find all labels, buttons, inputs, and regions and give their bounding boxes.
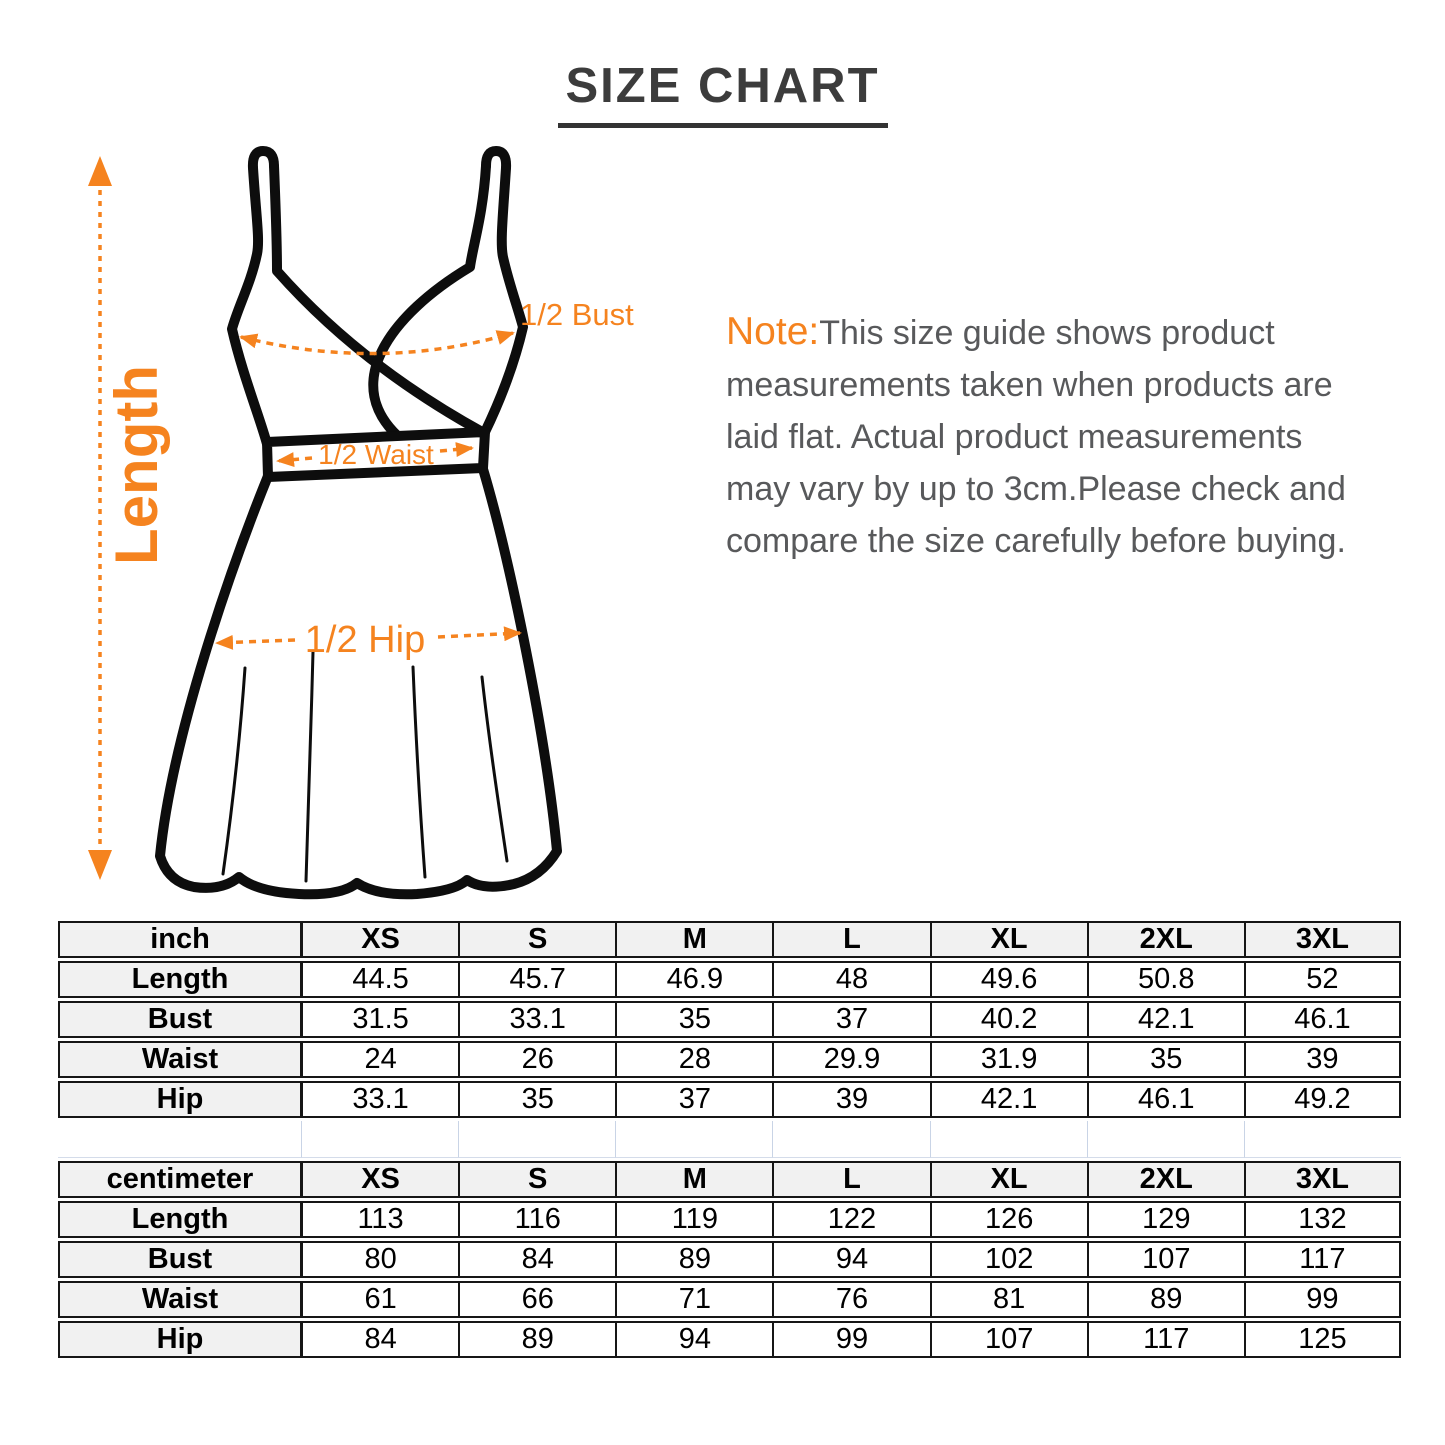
note-line: measurements taken when products are [726, 366, 1333, 404]
value-cell: 76 [772, 1281, 929, 1318]
value-cell: 125 [1244, 1321, 1401, 1358]
spacer-cell [930, 1121, 1087, 1158]
value-cell: 89 [1087, 1281, 1244, 1318]
value-cell: 107 [1087, 1241, 1244, 1278]
value-cell: 102 [930, 1241, 1087, 1278]
table-row [58, 1281, 1401, 1318]
value-cell: 49.6 [930, 961, 1087, 998]
value-cell: 94 [615, 1321, 772, 1358]
value-cell: 119 [615, 1201, 772, 1238]
size-header-cell: XS [301, 921, 458, 958]
value-cell: 129 [1087, 1201, 1244, 1238]
unit-header-cell: centimeter [58, 1161, 301, 1198]
value-cell: 107 [930, 1321, 1087, 1358]
value-cell: 49.2 [1244, 1081, 1401, 1118]
value-cell: 89 [458, 1321, 615, 1358]
title-wrap [0, 58, 1445, 128]
row-label-cell: Hip [58, 1321, 301, 1358]
value-cell: 45.7 [458, 961, 615, 998]
value-cell: 94 [772, 1241, 929, 1278]
value-cell: 42.1 [930, 1081, 1087, 1118]
value-cell: 42.1 [1087, 1001, 1244, 1038]
length-label: Length [103, 365, 170, 565]
value-cell: 52 [1244, 961, 1401, 998]
table-row [58, 961, 1401, 998]
pleat-line [223, 668, 245, 874]
note-line: may vary by up to 3cm.Please check and [726, 470, 1346, 508]
row-label-cell: Length [58, 961, 301, 998]
value-cell: 122 [772, 1201, 929, 1238]
bust-label: 1/2 Bust [520, 297, 634, 332]
value-cell: 117 [1087, 1321, 1244, 1358]
size-header-cell: L [772, 921, 929, 958]
size-header-cell: XS [301, 1161, 458, 1198]
value-cell: 31.5 [301, 1001, 458, 1038]
value-cell: 26 [458, 1041, 615, 1078]
value-cell: 37 [772, 1001, 929, 1038]
spacer-cell [301, 1121, 458, 1158]
value-cell: 99 [1244, 1281, 1401, 1318]
value-cell: 84 [301, 1321, 458, 1358]
table-header-row [58, 921, 1401, 958]
table-row [58, 1081, 1401, 1118]
table-row [58, 1321, 1401, 1358]
table-header-row [58, 1161, 1401, 1198]
value-cell: 31.9 [930, 1041, 1087, 1078]
value-cell: 33.1 [301, 1081, 458, 1118]
spacer-cell [458, 1121, 615, 1158]
value-cell: 44.5 [301, 961, 458, 998]
value-cell: 33.1 [458, 1001, 615, 1038]
size-header-cell: XL [930, 921, 1087, 958]
value-cell: 35 [615, 1001, 772, 1038]
value-cell: 61 [301, 1281, 458, 1318]
table-row [58, 1001, 1401, 1038]
table-row [58, 1241, 1401, 1278]
size-header-cell: 3XL [1244, 921, 1401, 958]
value-cell: 46.1 [1087, 1081, 1244, 1118]
spacer-cell [58, 1121, 301, 1158]
unit-header-cell: inch [58, 921, 301, 958]
row-label-cell: Bust [58, 1001, 301, 1038]
table-row [58, 1201, 1401, 1238]
hip-label: 1/2 Hip [304, 619, 426, 661]
spacer-cell [1244, 1121, 1401, 1158]
value-cell: 80 [301, 1241, 458, 1278]
size-header-cell: M [615, 921, 772, 958]
size-header-cell: S [458, 921, 615, 958]
value-cell: 39 [1244, 1041, 1401, 1078]
value-cell: 132 [1244, 1201, 1401, 1238]
spacer-cell [772, 1121, 929, 1158]
value-cell: 28 [615, 1041, 772, 1078]
note-line: compare the size carefully before buying. [726, 522, 1346, 560]
waist-label: 1/2 Waist [318, 439, 434, 470]
size-table-centimeter [58, 1158, 1401, 1361]
spacer-row [58, 1121, 1401, 1158]
note-line-text: This size guide shows product [819, 314, 1275, 352]
value-cell: 35 [458, 1081, 615, 1118]
value-cell: 126 [930, 1201, 1087, 1238]
value-cell: 35 [1087, 1041, 1244, 1078]
dress-outline [160, 151, 557, 894]
row-label-cell: Length [58, 1201, 301, 1238]
value-cell: 37 [615, 1081, 772, 1118]
value-cell: 29.9 [772, 1041, 929, 1078]
note-line [726, 306, 1432, 359]
row-label-cell: Hip [58, 1081, 301, 1118]
hip-measure-arrow-right [438, 633, 520, 637]
note-text [726, 306, 1432, 567]
value-cell: 99 [772, 1321, 929, 1358]
value-cell: 40.2 [930, 1001, 1087, 1038]
value-cell: 71 [615, 1281, 772, 1318]
spacer-cell [1087, 1121, 1244, 1158]
spacer-cell [615, 1121, 772, 1158]
value-cell: 81 [930, 1281, 1087, 1318]
value-cell: 46.9 [615, 961, 772, 998]
pleat-line [482, 677, 507, 861]
value-cell: 89 [615, 1241, 772, 1278]
size-header-cell: L [772, 1161, 929, 1198]
size-header-cell: 2XL [1087, 921, 1244, 958]
pleat-line [413, 667, 425, 877]
length-arrowhead-top [88, 156, 112, 186]
size-header-cell: M [615, 1161, 772, 1198]
table-row [58, 1041, 1401, 1078]
value-cell: 50.8 [1087, 961, 1244, 998]
row-label-cell: Waist [58, 1041, 301, 1078]
size-table-inch [58, 918, 1401, 1121]
size-header-cell: 2XL [1087, 1161, 1244, 1198]
value-cell: 116 [458, 1201, 615, 1238]
page-title: SIZE CHART [558, 58, 888, 128]
row-label-cell: Bust [58, 1241, 301, 1278]
value-cell: 66 [458, 1281, 615, 1318]
value-cell: 113 [301, 1201, 458, 1238]
value-cell: 117 [1244, 1241, 1401, 1278]
note-label: Note: [726, 310, 820, 353]
value-cell: 48 [772, 961, 929, 998]
row-label-cell: Waist [58, 1281, 301, 1318]
dress-measurement-diagram [60, 140, 700, 920]
size-header-cell: XL [930, 1161, 1087, 1198]
size-header-cell: S [458, 1161, 615, 1198]
length-arrowhead-bottom [88, 850, 112, 880]
hip-measure-arrow-left [217, 640, 295, 643]
pleat-line [306, 652, 313, 881]
note-line: laid flat. Actual product measurements [726, 418, 1303, 456]
value-cell: 24 [301, 1041, 458, 1078]
value-cell: 84 [458, 1241, 615, 1278]
size-tables [58, 918, 1401, 1361]
value-cell: 39 [772, 1081, 929, 1118]
size-header-cell: 3XL [1244, 1161, 1401, 1198]
table-spacer [58, 1121, 1401, 1158]
value-cell: 46.1 [1244, 1001, 1401, 1038]
